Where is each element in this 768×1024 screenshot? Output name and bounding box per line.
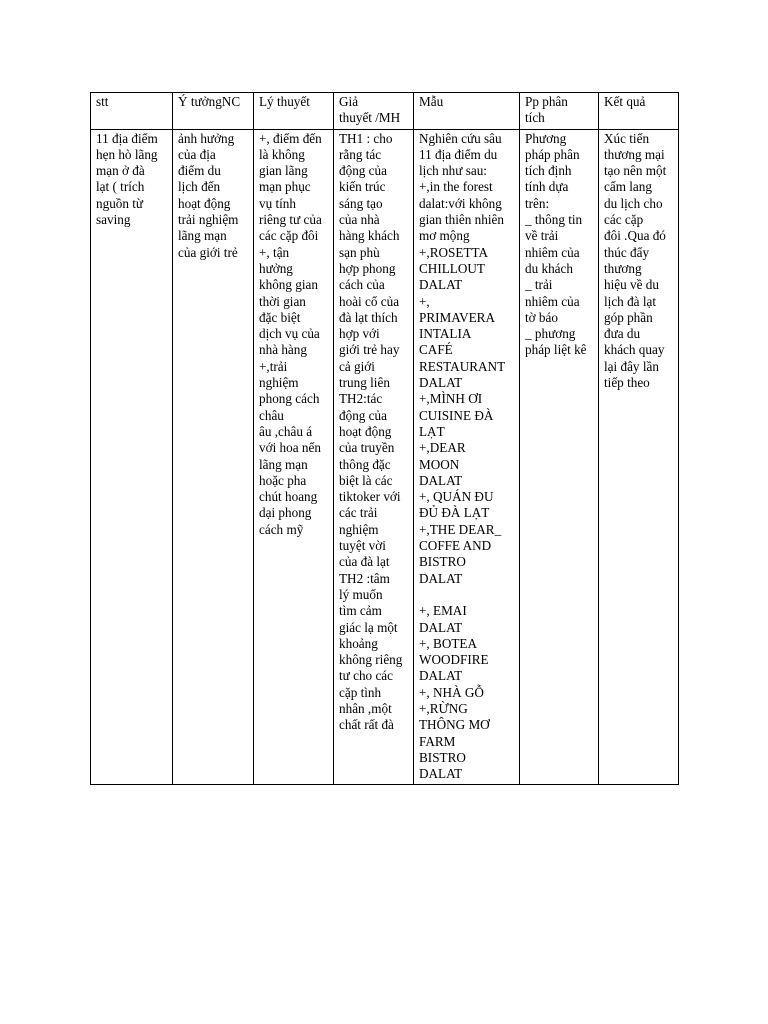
header-pp-phan-tich: Pp phân tích <box>520 93 599 130</box>
cell-stt: 11 địa điểm hẹn hò lãng mạn ở đà lạt ( trích nguồn từ saving <box>91 129 173 785</box>
cell-gia-thuyet: TH1 : cho rằng tác động của kiến trúc sáng tạo của nhà hàng khách sạn phù hợp phong cách của hoài cổ của đà lạt thích hợp với giới trẻ hay cả giới trung liên TH2:tác động của hoạt động của truyền thông đặc biệt là các tiktoker với các trải nghiệm tuyệt vời của đà lạt TH2 :tâm lý muốn tìm cảm giác lạ một khoảng không riêng tư cho các cặp tình nhân ,một chất rất đà <box>334 129 414 785</box>
header-gia-thuyet: Giả thuyết /MH <box>334 93 414 130</box>
header-ket-qua: Kết quả <box>599 93 679 130</box>
cell-pp-phan-tich: Phương pháp phân tích định tính dựa trên: _ thông tin về trải nhiêm của du khách _ trải nhiêm của tờ báo _ phương pháp liệt kê <box>520 129 599 785</box>
table-row <box>91 129 679 785</box>
paragraph-gap <box>419 587 516 603</box>
header-y-tuong-nc: Ý tưởngNC <box>173 93 254 130</box>
research-table <box>90 92 679 785</box>
cell-mau: Nghiên cứu sâu 11 địa điểm du lịch như sau: +,in the forest dalat:với không gian thiên nhiên mơ mộng +,ROSETTA CHILLOUT DALAT +, PRIMAVERA INTALIA CAFÉ RESTAURANT DALAT +,MÌNH ƠI CUISINE ĐÀ LẠT +,DEAR MOON DALAT +, QUÁN ĐU ĐỦ ĐÀ LẠT +,THE DEAR_ COFFE AND BISTRO DALAT +, EMAI DALAT +, BOTEA WOODFIRE DALAT +, NHÀ GỖ +,RỪNG THÔNG MƠ FARM BISTRO DALAT <box>414 129 520 785</box>
cell-ly-thuyet: +, điểm đến là không gian lãng mạn phục vụ tính riêng tư của các cặp đôi +, tận hưởng không gian thời gian đặc biệt dịch vụ của nhà hàng +,trải nghiệm phong cách châu âu ,châu á với hoa nến lãng mạn hoặc pha chút hoang dại phong cách mỹ <box>254 129 334 785</box>
cell-y-tuong-nc: ảnh hưởng của địa điểm du lịch đến hoạt động trải nghiệm lãng mạn của giới trẻ <box>173 129 254 785</box>
table-header-row <box>91 93 679 130</box>
header-ly-thuyet: Lý thuyết <box>254 93 334 130</box>
cell-ket-qua: Xúc tiến thương mại tạo nên một cẩm lang du lịch cho các cặp đôi .Qua đó thúc đẩy thương hiệu về du lịch đà lạt góp phần đưa du khách quay lại đây lần tiếp theo <box>599 129 679 785</box>
header-mau: Mẫu <box>414 93 520 130</box>
header-stt: stt <box>91 93 173 130</box>
